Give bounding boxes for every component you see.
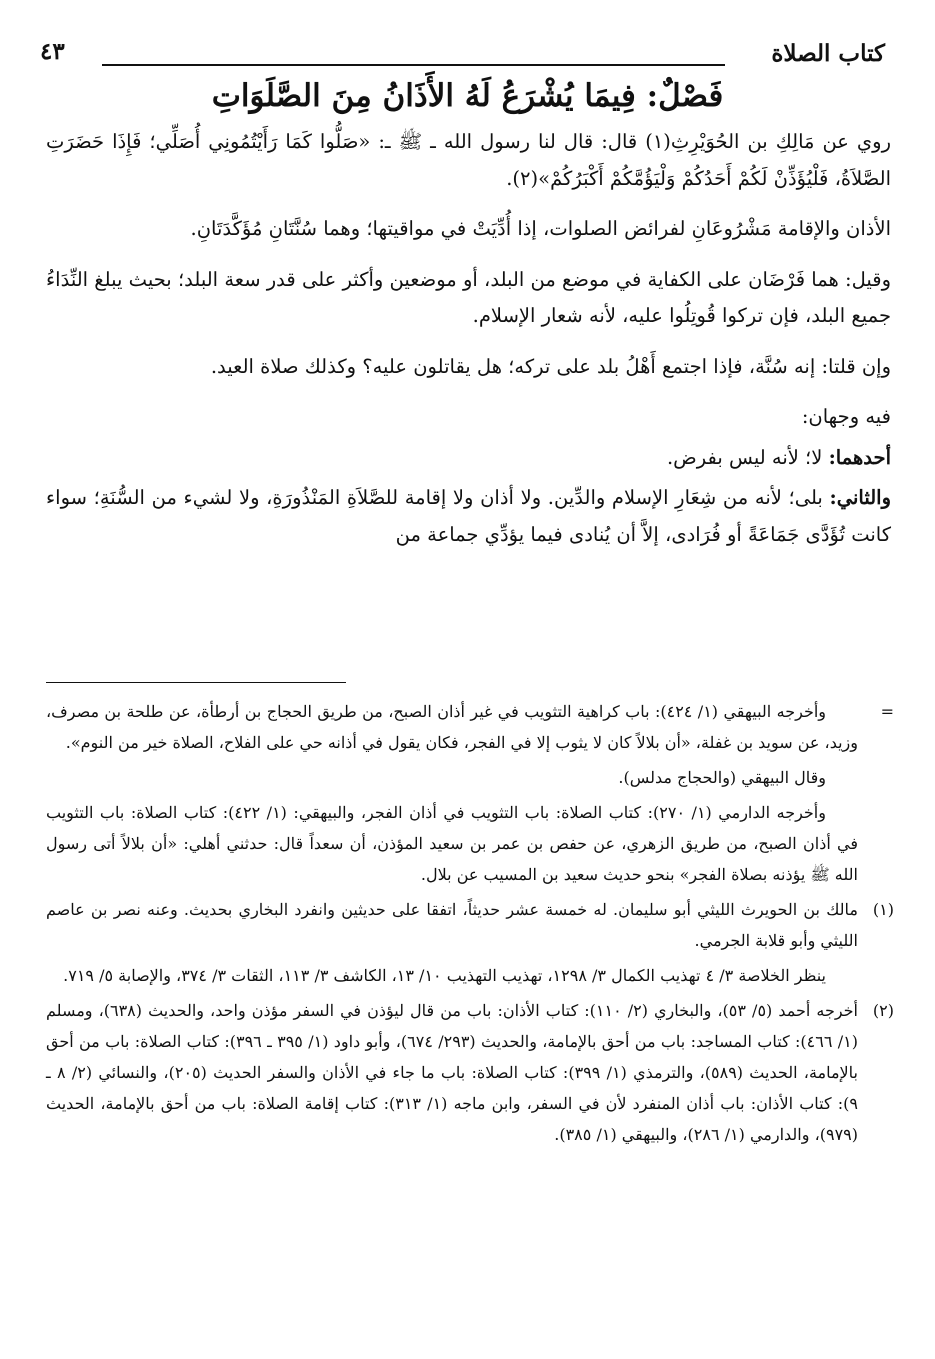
footnote-paragraph: وأخرجه الدارمي (١/ ٢٧٠): كتاب الصلاة: باب التثويب في أذان الفجر، والبيهقي: (١/ ٤٢٢): كتاب الصلاة: باب التثويب في أذان الصبح، من طريق الزهري، عن حفص بن عمر بن سعيد المؤذن، أن سعداً قال: حدثني أهلي: «أن بلالاً أتى رسول الله ﷺ يؤذنه بصلاة الفجر» بنحو حديث سعيد بن المسيب عن بلال.	[46, 803, 859, 884]
body-paragraph: الأذان والإقامة مَشْرُوعَانِ لفرائض الصلوات، إذا أُدِّيَتْ في مواقيتها؛ وهما سُنَّتَانِ مُؤَكَّدَتَانِ.	[190, 217, 891, 240]
main-text	[46, 124, 891, 567]
footnote-1	[46, 894, 894, 995]
footnote-divider	[46, 682, 346, 683]
page-number: ٤٣	[40, 38, 65, 65]
body-paragraph: روي عن مَالِكِ بن الحُوَيْرِثِ(١) قال: قال لنا رسول الله ـ ﷺ ـ: «صَلُّوا كَمَا رَأَيْتُمُونِي أُصَلِّي؛ فَإِذَا حَضَرَتِ الصَّلاَةُ، فَلْيُؤَذِّنْ لَكُمْ أَحَدُكُمْ وَلْيَؤُمَّكُمْ أَكْبَرُكُمْ»(٢).	[46, 130, 892, 190]
second-view-label: والثاني:	[829, 486, 891, 509]
continuation-mark: =	[880, 702, 894, 721]
footnote-continuation	[46, 696, 894, 894]
first-view	[46, 440, 891, 477]
first-view-label: أحدهما:	[828, 445, 891, 469]
footnote-mark: (١)	[872, 900, 894, 919]
body-paragraph: وإن قلتا: إنه سُنَّة، فإذا اجتمع أَهْلُ بلد على تركه؛ هل يقاتلون عليه؟ وكذلك صلاة العيد.	[210, 354, 891, 378]
footnote-paragraph: أخرجه أحمد (٥/ ٥٣)، والبخاري (٢/ ١١٠): كتاب الأذان: باب من قال ليؤذن في السفر مؤذن واحد، والحديث (٦٣٨)، ومسلم (١/ ٤٦٦): كتاب المساجد: باب من أحق بالإمامة، والحديث (٢٩٣/ ٦٧٤)، وأبو داود (١/ ٣٩٥ ـ ٣٩٦): كتاب الصلاة: باب من أحق بالإمامة، الحديث (٥٨٩)، والترمذي (١/ ٣٩٩): كتاب الصلاة: باب ما جاء في الأذان والسفر الحديث (٢٠٥)، والنسائي (٢/ ٨ ـ ٩): كتاب الأذان: باب أذان المنفرد لأن في السفر، وابن ماجه (١/ ٣١٣): كتاب إقامة الصلاة: باب من أحق بالإمامة، الحديث (٩٧٩)، والدارمي (١/ ٢٨٦)، والبيهقي (١/ ٣٨٥).	[46, 1001, 859, 1144]
footnote-paragraph: وقال البيهقي (والحجاج مدلس).	[618, 768, 826, 787]
footnote-paragraph: مالك بن الحويرث الليثي أبو سليمان. له خمسة عشر حديثاً، اتفقا على حديثين وانفرد البخاري بحديث. وعنه نصر بن عاصم الليثي وأبو قلابة الجرمي.	[46, 900, 858, 950]
footnotes	[46, 696, 894, 1154]
second-view-text: بلى؛ لأنه من شِعَارِ الإسلام والدِّين. ولا أذان ولا إقامة للصَّلاَةِ المَنْذُورَةِ، ولا لشيء من السُّنَةِ؛ سواء كانت تُؤَدَّى جَمَاعَةً أو فُرَادى، إلاَّ أن يُنادى فيما يؤدِّي جماعة من	[46, 486, 891, 546]
second-view	[46, 480, 891, 553]
header-rule	[102, 64, 725, 66]
book-title: كتاب الصلاة	[771, 40, 885, 67]
footnote-mark: (٢)	[872, 1001, 894, 1020]
section-title: فَصْلٌ: فِيمَا يُشْرَعُ لَهُ الأَذَانُ مِنَ الصَّلَوَاتِ	[211, 78, 724, 114]
footnote-paragraph: وأخرجه البيهقي (١/ ٤٢٤): باب كراهية التثويب في غير أذان الصبح، من طريق الحجاج بن أرطأة، عن طلحة بن مصرف، وزيد، عن سويد بن غفلة، «أن بلالاً كان لا يثوب إلا في الفجر، فكان يقول في أذانه حي على الفلاح، الصلاة خير من النوم».	[46, 702, 858, 752]
footnote-2	[46, 995, 894, 1154]
running-header	[40, 40, 885, 76]
two-views-intro: فيه وجهان:	[801, 405, 891, 428]
first-view-text: لا؛ لأنه ليس بفرض.	[666, 445, 823, 469]
body-paragraph: وقيل: هما فَرْضَان على الكفاية في موضع من البلد، أو موضعين وأكثر على قدر سعة البلد؛ بحيث يبلغ النِّدَاءُ جميع البلد، فإن تركوا قُوتِلُوا عليه، لأنه شعار الإسلام.	[46, 267, 891, 327]
footnote-paragraph: ينظر الخلاصة ٣/ ٤ تهذيب الكمال ٣/ ١٢٩٨، تهذيب التهذيب ١٠/ ١٣، الكاشف ٣/ ١١٣، الثقات ٣/ ٣٧٤، والإصابة ٥/ ٧١٩.	[63, 966, 826, 985]
